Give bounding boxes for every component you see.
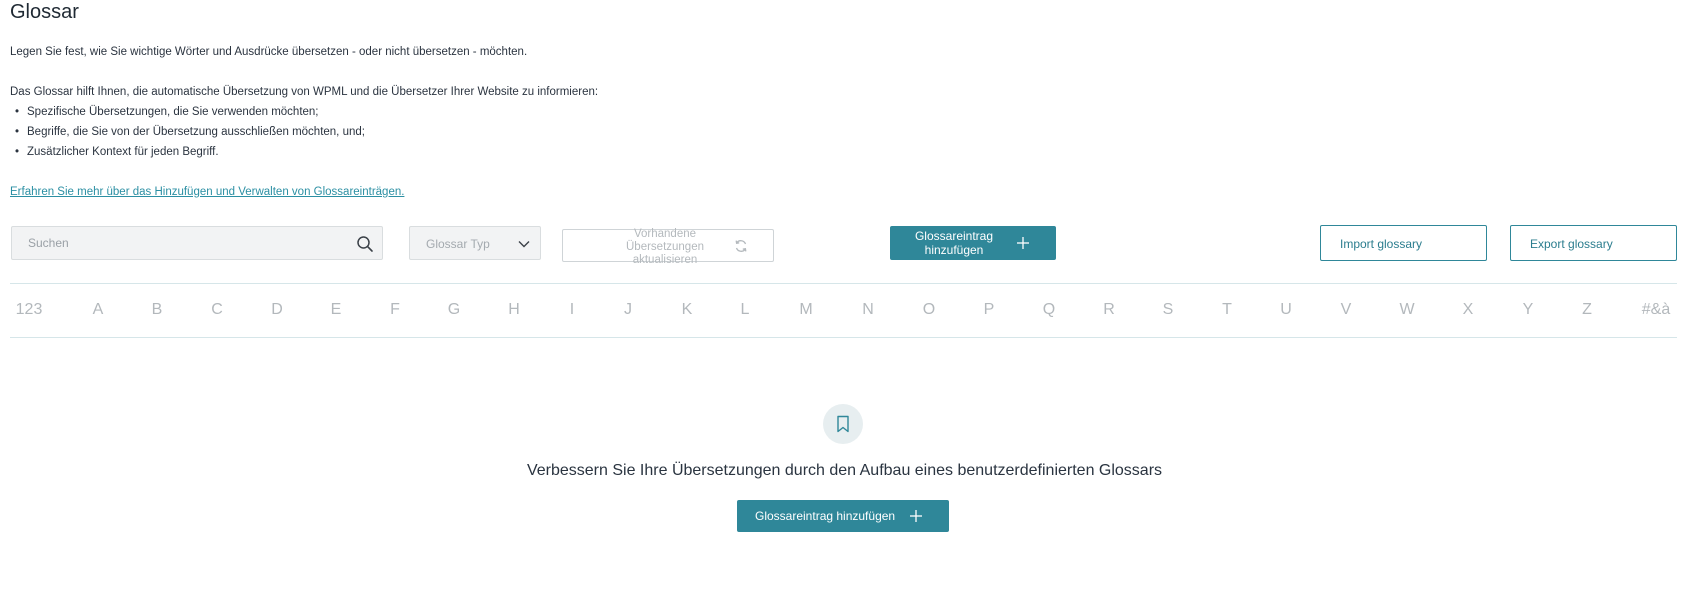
alphabet-letter[interactable]: V bbox=[1340, 301, 1352, 318]
add-glossary-entry-label: Glossareintrag hinzufügen bbox=[914, 229, 994, 257]
search-box bbox=[11, 226, 383, 260]
glossary-type-select[interactable] bbox=[409, 226, 541, 260]
alphabet-letter[interactable]: Q bbox=[1042, 301, 1056, 318]
alphabet-filter bbox=[10, 283, 1677, 338]
alphabet-letter[interactable]: A bbox=[92, 301, 104, 318]
search-input[interactable] bbox=[12, 227, 348, 259]
alphabet-letter[interactable]: R bbox=[1103, 301, 1115, 318]
export-glossary-button[interactable] bbox=[1510, 225, 1677, 261]
alphabet-letter[interactable]: K bbox=[681, 301, 693, 318]
bookmark-icon bbox=[836, 415, 850, 433]
alphabet-letter[interactable]: U bbox=[1280, 301, 1292, 318]
alphabet-letter[interactable]: J bbox=[624, 301, 632, 318]
alphabet-letter[interactable]: H bbox=[508, 301, 520, 318]
bullet-marker: • bbox=[15, 126, 20, 138]
alphabet-letter[interactable]: L bbox=[740, 301, 750, 318]
glossary-type-value: Glossar Typ bbox=[426, 237, 490, 251]
alphabet-letter[interactable]: Z bbox=[1582, 301, 1592, 318]
refresh-translations-label: Vorhandene Übersetzungen aktualisieren bbox=[626, 228, 704, 266]
alphabet-letter[interactable]: D bbox=[271, 301, 283, 318]
bullet-marker: • bbox=[15, 106, 20, 118]
alphabet-letter[interactable]: G bbox=[447, 301, 461, 318]
bullet-item bbox=[15, 125, 365, 139]
alphabet-letter[interactable]: M bbox=[799, 301, 813, 318]
empty-state-icon-circle bbox=[823, 404, 863, 444]
bullet-text: Spezifische Übersetzungen, die Sie verwenden möchten; bbox=[27, 106, 319, 118]
alphabet-letter[interactable]: P bbox=[983, 301, 995, 318]
empty-state-add-entry-button[interactable] bbox=[737, 500, 949, 532]
bullet-item bbox=[15, 145, 219, 159]
alphabet-letter[interactable]: W bbox=[1399, 301, 1415, 318]
alphabet-letter[interactable]: X bbox=[1462, 301, 1474, 318]
alphabet-letter[interactable]: N bbox=[862, 301, 874, 318]
alphabet-letter[interactable]: T bbox=[1222, 301, 1232, 318]
bullet-text: Begriffe, die Sie von der Übersetzung ausschließen möchten, und; bbox=[27, 126, 365, 138]
bullet-text: Zusätzlicher Kontext für jeden Begriff. bbox=[27, 146, 219, 158]
alphabet-letter[interactable]: S bbox=[1162, 301, 1174, 318]
empty-state-add-entry-label: Glossareintrag hinzufügen bbox=[755, 509, 896, 523]
description-text: Das Glossar hilft Ihnen, die automatische Übersetzung von WPML und die Übersetzer Ihrer Website zu informieren: bbox=[10, 86, 599, 98]
refresh-icon bbox=[733, 238, 749, 254]
add-glossary-entry-button[interactable] bbox=[890, 226, 1056, 260]
alphabet-letter[interactable]: C bbox=[211, 301, 223, 318]
empty-state-title: Verbessern Sie Ihre Übersetzungen durch den Aufbau eines benutzerdefinierten Glossars bbox=[526, 462, 1163, 479]
alphabet-letter[interactable]: Y bbox=[1522, 301, 1534, 318]
plus-icon bbox=[909, 509, 923, 523]
export-glossary-label: Export glossary bbox=[1530, 237, 1613, 251]
alphabet-letter[interactable]: E bbox=[330, 301, 342, 318]
refresh-translations-button[interactable] bbox=[562, 228, 774, 266]
page-title: Glossar bbox=[10, 1, 79, 23]
chevron-down-icon bbox=[516, 236, 532, 252]
alphabet-letter[interactable]: B bbox=[151, 301, 163, 318]
alphabet-letter[interactable]: O bbox=[922, 301, 936, 318]
bullet-marker: • bbox=[15, 146, 20, 158]
search-icon[interactable] bbox=[356, 235, 374, 253]
alphabet-letter[interactable]: #&à bbox=[1641, 301, 1671, 318]
bullet-item bbox=[15, 105, 319, 119]
import-glossary-label: Import glossary bbox=[1340, 237, 1423, 251]
alphabet-letter[interactable]: F bbox=[390, 301, 400, 318]
intro-text: Legen Sie fest, wie Sie wichtige Wörter und Ausdrücke übersetzen - oder nicht übersetzen - möchten. bbox=[10, 46, 528, 58]
alphabet-letter[interactable]: 123 bbox=[15, 301, 43, 318]
plus-icon bbox=[1016, 236, 1030, 250]
alphabet-letter[interactable]: I bbox=[569, 301, 575, 318]
learn-more-link[interactable]: Erfahren Sie mehr über das Hinzufügen und Verwalten von Glossareinträgen. bbox=[10, 186, 405, 198]
import-glossary-button[interactable] bbox=[1320, 225, 1487, 261]
